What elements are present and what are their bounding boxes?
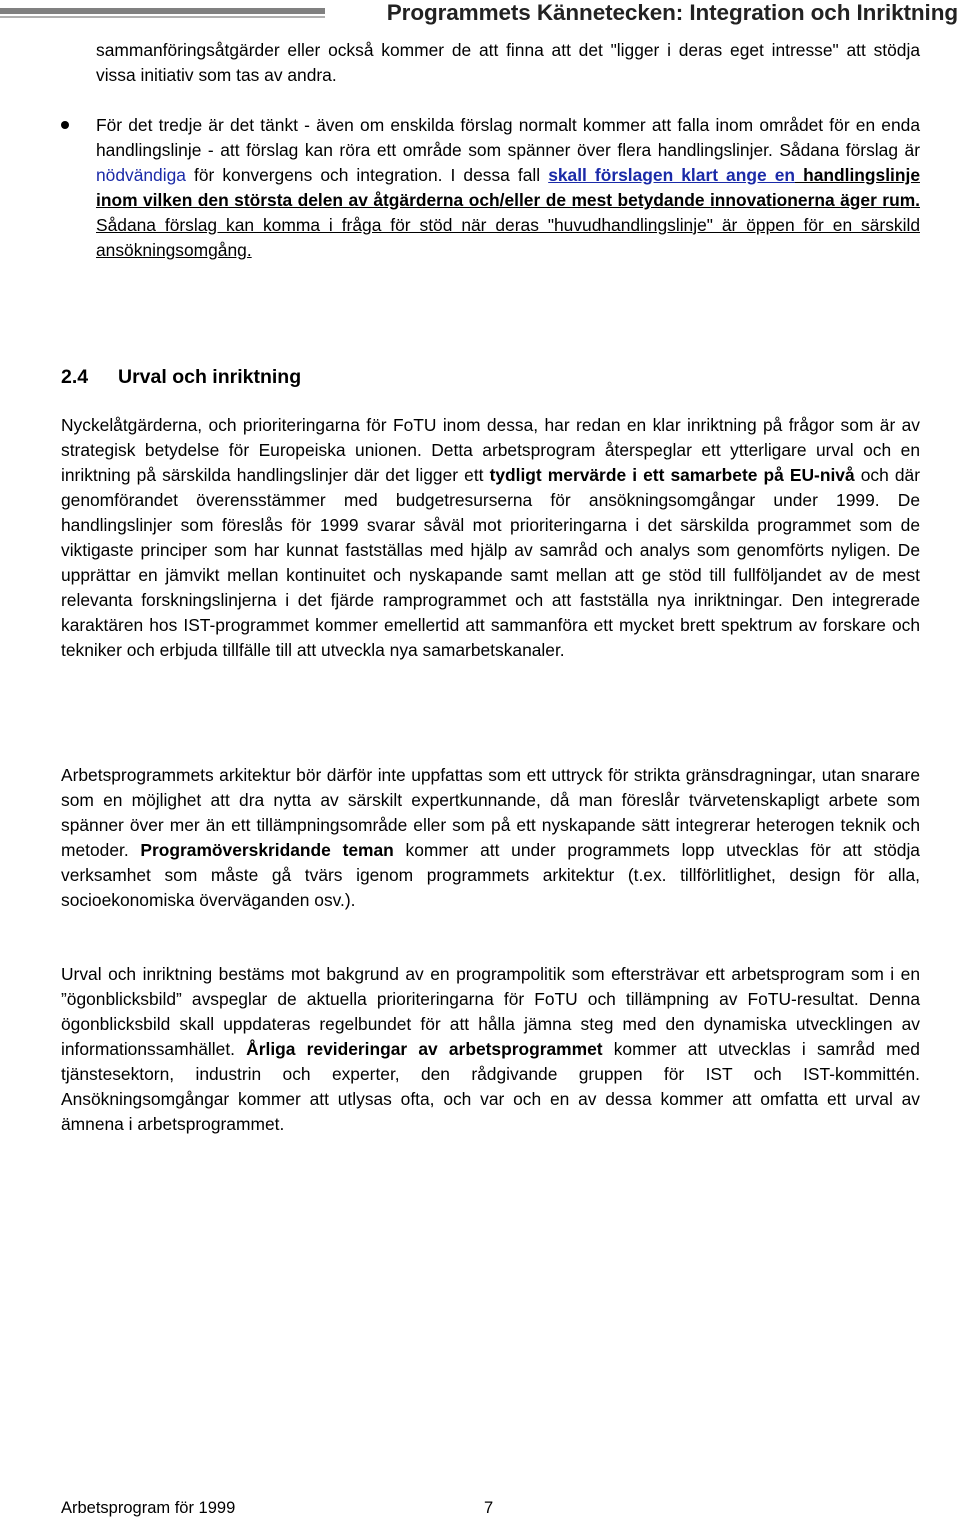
bullet-icon bbox=[61, 121, 69, 129]
header-title: Programmets Kännetecken: Integration och Inriktning bbox=[386, 0, 958, 25]
paragraph-2 bbox=[61, 763, 920, 913]
section-heading bbox=[61, 364, 301, 390]
p2-text-3: kommer att under programmets lopp utvecklas för att stödja verksamhet som måste gå tvärs igenom programmets arkitektur (t.ex. tillförlitlighet, design för alla, socioekonomiska överväganden osv.). bbox=[61, 840, 920, 910]
p2-text-2: Programöverskridande teman bbox=[140, 840, 394, 860]
continuation-paragraph bbox=[96, 38, 920, 88]
section-number: 2.4 bbox=[61, 366, 89, 388]
bullet-text-5: handlingslinje inom vilken den största delen av åtgärderna och/eller de mest betydande innovationerna äger rum. bbox=[96, 165, 920, 210]
bullet-text-6: Sådana förslag kan komma i fråga för stöd när deras "huvudhandlingslinje" är öppen för en särskild ansökningsomgång. bbox=[96, 215, 920, 260]
p3-text-3: kommer att utvecklas i samråd med tjänstesektorn, industrin och experter, den rådgivande gruppen för IST och IST-kommittén. Ansökningsomgångar kommer att utlysas ofta, och var och en av dessa kommer att omfatta ett urval av ämnena i arbetsprogrammet. bbox=[61, 1039, 920, 1134]
paragraph-1 bbox=[61, 413, 920, 663]
page-header bbox=[0, 0, 960, 30]
footer-title: Arbetsprogram för 1999 bbox=[61, 1499, 236, 1517]
bullet-text-1: För det tredje är det tänkt - även om enskilda förslag normalt kommer att falla inom området för en enda handlingslinje - att förslag kan röra ett område som spänner över flera handlingslinjer. Sådana förslag är bbox=[96, 115, 920, 160]
continuation-text: sammanföringsåtgärder eller också kommer de att finna att det "ligger i deras eget intresse" att stödja vissa initiativ som tas av andra. bbox=[96, 40, 920, 85]
p2-text-1: Arbetsprogrammets arkitektur bör därför inte uppfattas som ett uttryck för strikta gränsdragningar, utan snarare som en möjlighet att dra nytta av särskilt expertkunnande, då man föreslår tvärvetenskapligt arbete som spänner över mer än ett tillämpningsområde eller som på ett nyskapande sätt integrerar heterogen teknik och metoder. bbox=[61, 765, 920, 860]
section-title: Urval och inriktning bbox=[118, 366, 302, 388]
paragraph-3 bbox=[61, 962, 920, 1137]
p3-text-1: Urval och inriktning bestäms mot bakgrund av en programpolitik som eftersträvar ett arbetsprogram som i en ”ögonblicksbild” avspeglar de aktuella prioriteringarna för FoTU och tillämpning av FoTU-resultat. Denna ögonblicksbild skall uppdateras regelbundet för att hålla jämna steg med den dynamiska utvecklingen av informationssamhället. bbox=[61, 964, 920, 1059]
header-rule bbox=[0, 8, 325, 14]
bullet-paragraph bbox=[96, 113, 920, 263]
bullet-text-4: skall förslagen klart ange en bbox=[548, 165, 796, 185]
p1-text-3: och där genomförandet överensstämmer med budgetresurserna för ansökningsomgångar under 1999. De handlingslinjer som föreslås för 1999 svarar såväl mot prioriteringarna i det särskilda programmet som de viktigaste principer som har kunnat fastställas med hjälp av samråd och analys som genomförts nyligen. De upprättar en jämvikt mellan kontinuitet och nyskapande samt mellan att ge stöd till fullföljandet av de mest relevanta forskningslinjerna i det fjärde ramprogrammet och att fastställa nya inriktningar. Den integrerade karaktären hos IST-programmet kommer emellertid att sammanföra ett mycket brett spektrum av forskare och tekniker och erbjuda tillfälle till att utveckla nya samarbetskanaler. bbox=[61, 465, 920, 660]
p1-text-2: tydligt mervärde i ett samarbete på EU-nivå bbox=[489, 465, 855, 485]
p1-text-1: Nyckelåtgärderna, och prioriteringarna för FoTU inom dessa, har redan en klar inriktning på frågor som är av strategisk betydelse för Europeiska unionen. Detta arbetsprogram återspeglar ett ytterligare urval och en inriktning på särskilda handlingslinjer där det ligger ett bbox=[61, 415, 920, 485]
bullet-text-3: för konvergens och integration. I dessa fall bbox=[185, 165, 549, 185]
page-number: 7 bbox=[484, 1499, 494, 1517]
bullet-text-2: nödvändiga bbox=[96, 165, 186, 185]
header-rule-thin bbox=[0, 16, 325, 18]
p3-text-2: Årliga revideringar av arbetsprogrammet bbox=[246, 1039, 603, 1059]
